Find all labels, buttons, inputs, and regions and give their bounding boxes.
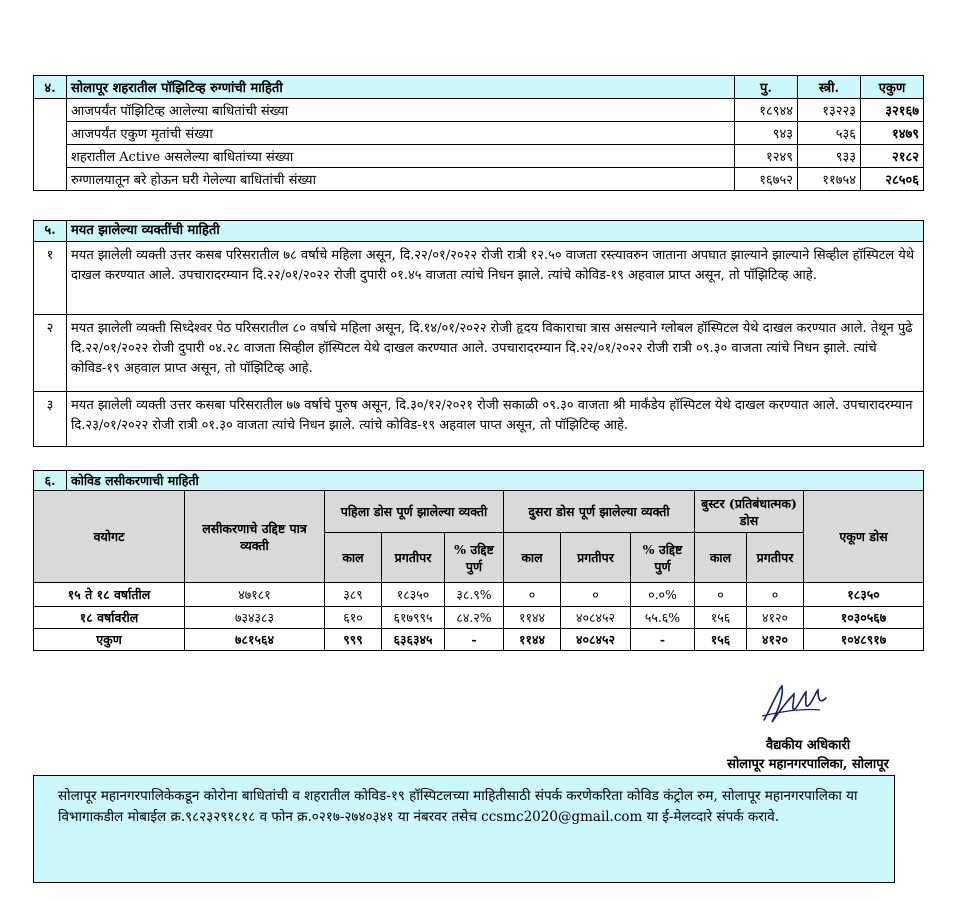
d1-cumulative: ६३६३४५ <box>382 629 445 651</box>
d2-cumulative: ४०८४५२ <box>561 607 631 629</box>
d1-yesterday: ६१० <box>325 607 382 629</box>
section-title: सोलापूर शहरातील पॉझिटिव्ह रुग्णांची माहिती <box>67 76 735 99</box>
total-count: २८५०६ <box>861 168 924 191</box>
row-number: ३ <box>34 392 67 447</box>
female-count: ९३३ <box>798 145 861 168</box>
signature-image <box>760 680 830 728</box>
d1-pct: - <box>445 629 504 651</box>
booster-cumulative: ४१२० <box>747 629 804 651</box>
female-count: १३२२३ <box>798 99 861 122</box>
vaccination-table <box>33 470 924 651</box>
d1-pct: ३८.९% <box>445 583 504 607</box>
section-title: कोविड लसीकरणाची माहिती <box>67 471 924 491</box>
target-value: ४७१८१ <box>185 583 325 607</box>
female-count: ११७५४ <box>798 168 861 191</box>
section-number: ४. <box>34 76 67 99</box>
header-cumulative: प्रगतीपर <box>561 533 631 583</box>
deceased-description: मयत झालेली व्यक्ती सिध्देश्वर पेठ परिसरातील ८० वर्षाचे महिला असून, दि.१४/०१/२०२२ रोजी हृदय विकाराचा त्रास असल्याने ग्लोबल हॉस्पिटल येथे दाखल करण्यात आले. तेथून पुढे दि.२२/०१/२०२२ रोजी दुपारी ०४.२८ वाजता सिव्हील हॉस्पिटल येथे दाखल करण्यात आले. उपचारादरम्यान दि.२२/०१/२०२२ रोजी रात्री ०९.३० वाजता त्यांचे निधन झाले. त्यांचे कोविड-१९ अहवाल प्राप्त असून, तो पॉझिटिव्ह आहे. <box>67 315 924 392</box>
age-group: एकुण <box>34 629 185 651</box>
d2-pct: ५५.६% <box>631 607 695 629</box>
header-target: लसीकरणाचे उद्दिष्ट पात्र व्यक्ती <box>185 491 325 583</box>
header-yesterday: काल <box>504 533 561 583</box>
d2-cumulative: ४०८४५२ <box>561 629 631 651</box>
row-number: १ <box>34 242 67 315</box>
d1-yesterday: ९९९ <box>325 629 382 651</box>
d1-pct: ८४.२% <box>445 607 504 629</box>
male-count: १८९४४ <box>735 99 798 122</box>
total-count: १४७९ <box>861 122 924 145</box>
header-age-group: वयोगट <box>34 491 185 583</box>
signature-block <box>727 736 889 774</box>
column-header-total: एकुण <box>861 76 924 99</box>
d2-pct: - <box>631 629 695 651</box>
total-doses: १८३५० <box>804 583 924 607</box>
female-count: ५३६ <box>798 122 861 145</box>
positive-patients-table <box>33 75 924 191</box>
signature-designation: वैद्यकीय अधिकारी <box>765 738 851 753</box>
male-count: १२४९ <box>735 145 798 168</box>
empty-cell <box>34 99 67 191</box>
row-label: रुग्णालयातून बरे होऊन घरी गेलेल्या बाधितांची संख्या <box>67 168 735 191</box>
deceased-description: मयत झालेली व्यक्ती उत्तर कसबा परिसरातील ७७ वर्षाचे पुरुष असून, दि.३०/१२/२०२१ रोजी सकाळी ०९.३० वाजता श्री मार्कंडेय हॉस्पिटल येथे दाखल करण्यात आले. उपचारादरम्यान दि.२३/०१/२०२२ रोजी रात्री ०१.३० वाजता त्यांचे निधन झाले. त्यांचे कोविड-१९ अहवाल पाप्त असून, तो पॉझिटिव्ह आहे. <box>67 392 924 447</box>
d1-cumulative: १८३५० <box>382 583 445 607</box>
header-yesterday: काल <box>695 533 747 583</box>
signature-organization: सोलापूर महानगरपालिका, सोलापूर <box>727 757 889 772</box>
section-number: ६. <box>34 471 67 491</box>
row-label: आजपर्यंत पॉझिटिव्ह आलेल्या बाधितांची संख्या <box>67 99 735 122</box>
deceased-info-table <box>33 220 924 447</box>
row-label: शहरातील Active असलेल्या बाधितांच्या संख्या <box>67 145 735 168</box>
header-pct: % उद्दिष्ट पुर्ण <box>631 533 695 583</box>
d2-yesterday: ० <box>504 583 561 607</box>
notice-text: सोलापूर महानगरपालिकेकडून कोरोना बाधितांची व शहरातील कोविड-१९ हॉस्पिटलच्या माहितीसाठी संपर्क करणेकरिता कोविड कंट्रोल रुम, सोलापूर महानगरपालिका या विभागाकडील मोबाईल क्र.९८२३२९१८१८ व फोन क्र.०२१७-२७४०३४१ या नंबरवर तसेच ccsmc2020@gmail.com या ई-मेलव्दारे संपर्क करावे. <box>58 788 858 825</box>
row-label: आजपर्यंत एकुण मृतांची संख्या <box>67 122 735 145</box>
total-doses: १०४८९१७ <box>804 629 924 651</box>
column-header-female: स्त्री. <box>798 76 861 99</box>
d2-yesterday: ११४४ <box>504 607 561 629</box>
total-count: २१८२ <box>861 145 924 168</box>
d1-yesterday: ३८९ <box>325 583 382 607</box>
section-title: मयत झालेल्या व्यक्तींची माहिती <box>67 221 924 242</box>
row-number: २ <box>34 315 67 392</box>
column-header-male: पु. <box>735 76 798 99</box>
section-number: ५. <box>34 221 67 242</box>
booster-cumulative: ० <box>747 583 804 607</box>
contact-notice <box>33 775 895 883</box>
header-first-dose: पहिला डोस पूर्ण झालेल्या व्यक्ती <box>325 491 504 533</box>
header-second-dose: दुसरा डोस पूर्ण झालेल्या व्यक्ती <box>504 491 695 533</box>
d2-yesterday: ११४४ <box>504 629 561 651</box>
age-group: १८ वर्षावरील <box>34 607 185 629</box>
header-cumulative: प्रगतीपर <box>382 533 445 583</box>
booster-yesterday: १५६ <box>695 607 747 629</box>
header-booster: बुस्टर (प्रतिबंधात्मक) डोस <box>695 491 804 533</box>
d1-cumulative: ६१७९९५ <box>382 607 445 629</box>
header-cumulative: प्रगतीपर <box>747 533 804 583</box>
target-value: ७८१५६४ <box>185 629 325 651</box>
d2-cumulative: ० <box>561 583 631 607</box>
male-count: ९४३ <box>735 122 798 145</box>
d2-pct: ०.०% <box>631 583 695 607</box>
header-yesterday: काल <box>325 533 382 583</box>
header-total-doses: एकूण डोस <box>804 491 924 583</box>
header-pct: % उद्दिष्ट पुर्ण <box>445 533 504 583</box>
booster-yesterday: १५६ <box>695 629 747 651</box>
booster-yesterday: ० <box>695 583 747 607</box>
total-count: ३२१६७ <box>861 99 924 122</box>
male-count: १६७५२ <box>735 168 798 191</box>
target-value: ७३४३८३ <box>185 607 325 629</box>
age-group: १५ ते १८ वर्षातील <box>34 583 185 607</box>
deceased-description: मयत झालेली व्यक्ती उत्तर कसब परिसरातील ७८ वर्षाचे महिला असून, दि.२२/०१/२०२२ रोजी रात्री १२.५० वाजता रस्त्यावरुन जाताना अपघात झाल्याने झाल्याने सिव्हील हॉस्पिटल येथे दाखल करण्यात आले. उपचारादरम्यान दि.२२/०१/२०२२ रोजी दुपारी ०१.४५ वाजता त्यांचे निधन झाले. त्यांचे कोविड-१९ अहवाल प्राप्त असून, तो पॉझिटिव्ह आहे. <box>67 242 924 315</box>
booster-cumulative: ४१२० <box>747 607 804 629</box>
total-doses: १०३०५६७ <box>804 607 924 629</box>
